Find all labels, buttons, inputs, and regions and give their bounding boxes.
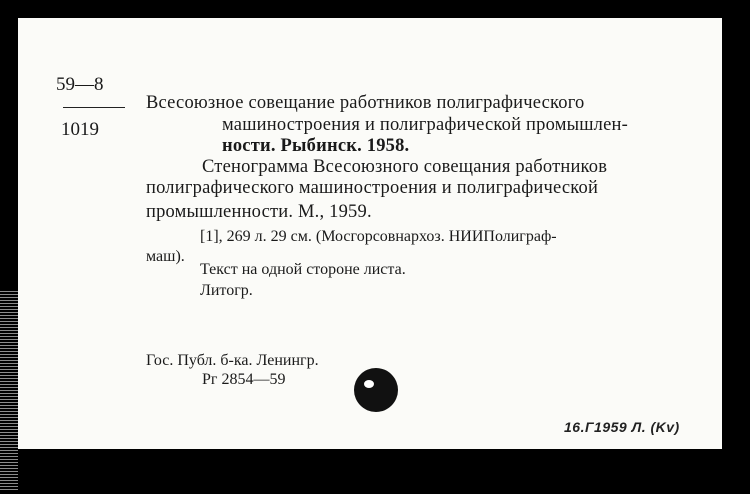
catalog-number: 59—8 [56,74,104,95]
punch-hole [354,368,398,412]
heading-line-2: машиностроения и полиграфической промышлен- [222,115,628,135]
heading-line-3: ности. Рыбинск. 1958. [222,136,410,156]
catalog-card [18,18,722,449]
fraction-rule [63,107,125,108]
collation-line-1: [1], 269 л. 29 см. (Мосгорсовнархоз. НИИПолиграф- [200,228,557,245]
note-single-side: Текст на одной стороне листа. [200,261,406,278]
heading-line-1: Всесоюзное совещание работников полиграфического [146,93,585,113]
shelf-number: 1019 [61,119,99,140]
date-stamp: 16.Г1959 Л. (Kv) [564,419,680,435]
collation-line-2: маш). [146,248,185,265]
note-lithograph: Литогр. [200,282,253,299]
accession-number: Рг 2854—59 [202,371,286,388]
scan-edge-artifact [0,290,18,490]
description-line-3: промышленности. М., 1959. [146,202,372,222]
description-line-1: Стенограмма Всесоюзного совещания работников [202,157,608,177]
description-line-2: полиграфического машиностроения и полиграфической [146,178,599,198]
library-name: Гос. Публ. б-ка. Ленингр. [146,352,319,369]
